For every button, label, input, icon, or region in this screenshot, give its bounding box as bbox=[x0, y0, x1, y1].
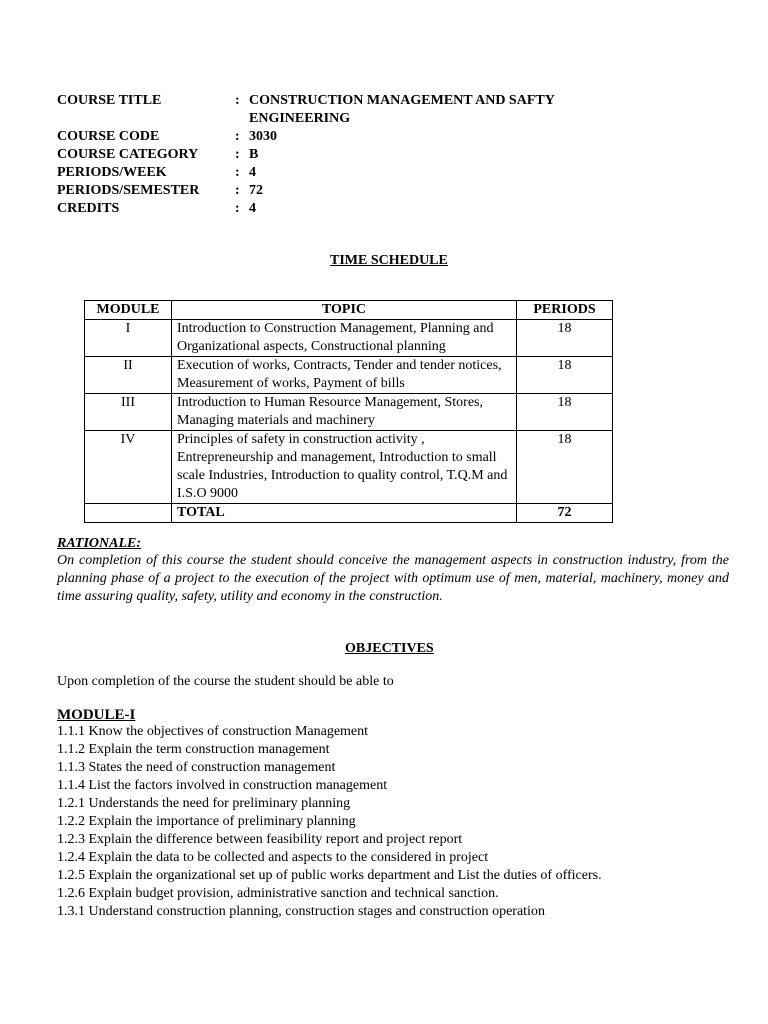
course-title-row bbox=[57, 92, 717, 128]
column-header-periods: PERIODS bbox=[517, 301, 613, 320]
module-cell: III bbox=[85, 394, 172, 431]
colon: : bbox=[235, 201, 240, 216]
course-category-value: B bbox=[249, 147, 259, 162]
periods-week-label: PERIODS/WEEK bbox=[57, 165, 167, 180]
periods-semester-label: PERIODS/SEMESTER bbox=[57, 183, 200, 198]
list-item: 1.2.3 Explain the difference between feasibility report and project report bbox=[57, 832, 463, 847]
table-row bbox=[85, 431, 613, 504]
rationale-text: On completion of this course the student should conceive the management aspects in construction industry, from the planning phase of a project to the execution of the project with optimum use of men, material, machinery, money and time assuring quality, safety, utility and economy in the construction. bbox=[57, 553, 729, 604]
credits-value: 4 bbox=[249, 201, 256, 216]
colon: : bbox=[235, 129, 240, 144]
periods-semester-row bbox=[57, 182, 717, 200]
colon: : bbox=[235, 165, 240, 180]
time-schedule-heading: TIME SCHEDULE bbox=[330, 253, 448, 268]
rationale-label: RATIONALE: bbox=[57, 536, 142, 551]
objectives-intro: Upon completion of the course the student should be able to bbox=[57, 674, 394, 689]
module-cell: I bbox=[85, 320, 172, 357]
periods-cell: 18 bbox=[517, 431, 613, 504]
topic-cell: Execution of works, Contracts, Tender and tender notices, Measurement of works, Payment of bills bbox=[172, 357, 517, 394]
total-periods-cell: 72 bbox=[517, 504, 613, 523]
credits-row bbox=[57, 200, 717, 218]
colon: : bbox=[235, 93, 240, 108]
column-header-module: MODULE bbox=[85, 301, 172, 320]
topic-cell: Principles of safety in construction activity , Entrepreneurship and management, Introduction to small scale Industries, Introduction to quality control, T.Q.M and I.S.O 9000 bbox=[172, 431, 517, 504]
objectives-heading: OBJECTIVES bbox=[345, 641, 434, 656]
list-item: 1.2.1 Understands the need for preliminary planning bbox=[57, 796, 351, 811]
list-item: 1.3.1 Understand construction planning, construction stages and construction operation bbox=[57, 904, 545, 919]
list-item: 1.2.2 Explain the importance of preliminary planning bbox=[57, 814, 356, 829]
periods-cell: 18 bbox=[517, 394, 613, 431]
time-schedule-table bbox=[84, 300, 613, 523]
list-item: 1.2.5 Explain the organizational set up of public works department and List the duties of officers. bbox=[57, 868, 602, 883]
list-item: 1.1.2 Explain the term construction management bbox=[57, 742, 330, 757]
list-item: 1.1.3 States the need of construction management bbox=[57, 760, 336, 775]
course-category-label: COURSE CATEGORY bbox=[57, 147, 199, 162]
course-code-row bbox=[57, 128, 717, 146]
colon: : bbox=[235, 183, 240, 198]
table-row bbox=[85, 357, 613, 394]
table-total-row bbox=[85, 504, 613, 523]
course-info bbox=[57, 92, 717, 218]
course-title-label: COURSE TITLE bbox=[57, 93, 162, 108]
module-heading: MODULE-I bbox=[57, 707, 136, 723]
objectives-list bbox=[57, 723, 602, 921]
periods-cell: 18 bbox=[517, 357, 613, 394]
table-row bbox=[85, 394, 613, 431]
course-category-row bbox=[57, 146, 717, 164]
course-code-label: COURSE CODE bbox=[57, 129, 160, 144]
table-header-row bbox=[85, 301, 613, 320]
total-empty-cell bbox=[85, 504, 172, 523]
credits-label: CREDITS bbox=[57, 201, 120, 216]
topic-cell: Introduction to Construction Management, Planning and Organizational aspects, Constructional planning bbox=[172, 320, 517, 357]
total-label-cell: TOTAL bbox=[172, 504, 517, 523]
list-item: 1.2.4 Explain the data to be collected and aspects to the considered in project bbox=[57, 850, 489, 865]
periods-semester-value: 72 bbox=[249, 183, 263, 198]
colon: : bbox=[235, 147, 240, 162]
column-header-topic: TOPIC bbox=[172, 301, 517, 320]
periods-week-value: 4 bbox=[249, 165, 256, 180]
list-item: 1.2.6 Explain budget provision, administrative sanction and technical sanction. bbox=[57, 886, 499, 901]
list-item: 1.1.4 List the factors involved in construction management bbox=[57, 778, 388, 793]
module-cell: IV bbox=[85, 431, 172, 504]
course-title-value: CONSTRUCTION MANAGEMENT AND SAFTY ENGINEERING bbox=[249, 93, 555, 126]
module-cell: II bbox=[85, 357, 172, 394]
list-item: 1.1.1 Know the objectives of construction Management bbox=[57, 724, 369, 739]
table-row bbox=[85, 320, 613, 357]
course-code-value: 3030 bbox=[249, 129, 277, 144]
periods-cell: 18 bbox=[517, 320, 613, 357]
topic-cell: Introduction to Human Resource Management, Stores, Managing materials and machinery bbox=[172, 394, 517, 431]
periods-week-row bbox=[57, 164, 717, 182]
